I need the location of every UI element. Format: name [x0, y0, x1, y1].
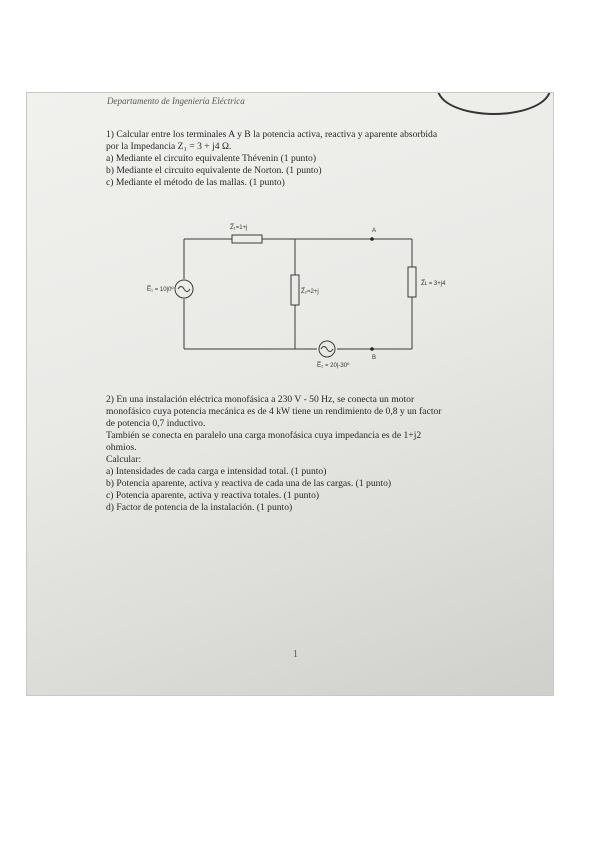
e1-label: E̅₁ = 10|0º — [147, 287, 174, 293]
document-photo — [26, 92, 554, 696]
problem1-item-c: c) Mediante el método de las mallas. (1 punto) — [106, 177, 285, 188]
node-a-label: A — [372, 228, 377, 234]
node-b-label: B — [372, 355, 377, 361]
problem2-item-c: c) Potencia aparente, activa y reactiva totales. (1 punto) — [106, 490, 320, 501]
page-number: 1 — [293, 649, 298, 660]
zl-resistor — [408, 267, 416, 297]
e2-sine — [321, 347, 333, 352]
z1-resistor — [232, 235, 262, 243]
z1-label: Z̅₁=1+j — [230, 225, 248, 231]
e1-sine — [178, 287, 190, 292]
z2-resistor — [291, 275, 299, 305]
node-b-dot — [370, 347, 374, 351]
problem2-item-d: d) Factor de potencia de la instalación. (1 punto) — [106, 502, 293, 513]
problem2-line2: monofásico cuya potencia mecánica es de 4 kW tiene un rendimiento de 0,8 y un factor — [106, 406, 442, 417]
problem1-item-a: a) Mediante el circuito equivalente Thévenin (1 punto) — [106, 153, 317, 164]
problem2-line6: Calcular: — [106, 454, 142, 465]
problem1-line2: por la Impedancia Z₁ = 3 + j4 Ω. — [106, 141, 232, 152]
node-a-dot — [370, 237, 374, 241]
problem1-item-b: b) Mediante el circuito equivalente de Norton. (1 punto) — [106, 165, 322, 176]
problem2-line1: 2) En una instalación eléctrica monofásica a 230 V - 50 Hz, se conecta un motor — [106, 394, 415, 405]
problem2-item-a: a) Intensidades de cada carga e intensidad total. (1 punto) — [106, 466, 327, 477]
problem2-line3: de potencia 0,7 inductivo. — [106, 418, 206, 429]
problem2-item-b: b) Potencia aparente, activa y reactiva de cada una de las cargas. (1 punto) — [106, 478, 392, 489]
problem1-line1: 1) Calcular entre los terminales A y B la potencia activa, reactiva y aparente absorbida — [106, 129, 438, 140]
problem2-line5: ohmios. — [106, 442, 137, 453]
z2-label: Z̅₂=2+j — [301, 289, 319, 295]
e2-label: E̅₂ = 20|-30º — [317, 363, 350, 369]
problem2-line4: También se conecta en paralelo una carga monofásica cuya impedancia es de 1+j2 — [106, 430, 422, 441]
department-header: Departamento de Ingeniería Eléctrica — [107, 96, 245, 106]
zl-label: Z̅ʟ = 3+j4 — [421, 281, 446, 287]
